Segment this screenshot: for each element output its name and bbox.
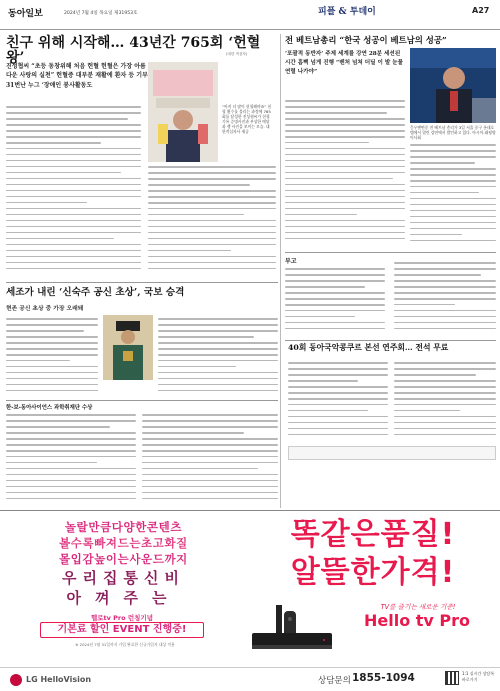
ad-promo-small: 헬로tv Pro 런칭기념: [91, 614, 153, 622]
vietnam-headline: 전 베트남총리 “한국 성공이 베트남의 성공”: [285, 35, 447, 45]
divider: [6, 282, 278, 283]
portrait-headline: 세조가 내린 ‘신숙주 공신 초상’, 국보 승격: [6, 287, 185, 298]
masthead: [0, 0, 500, 30]
qr-code-icon[interactable]: [445, 671, 459, 685]
settop-box-image: [248, 603, 338, 655]
obituary-body-col2: [394, 262, 496, 338]
vietnam-body-col1: [285, 100, 405, 250]
concert-headline: 40회 동아국악콩쿠르 본선 연주회… 전석 무료: [288, 343, 449, 352]
ad-tagline: TV를 즐기는 새로운 기준!: [380, 603, 456, 611]
ad-brand: LG HelloVision: [26, 675, 92, 684]
divider: [285, 252, 496, 253]
portrait-body-col1: [6, 318, 98, 398]
lead-headline: 친구 위해 시작해… 43년간 765회 ‘헌혈왕’: [6, 35, 261, 66]
column-divider: [280, 34, 281, 508]
sponsor-strip: [288, 446, 496, 460]
lead-photo: [148, 62, 218, 162]
portrait-subhead: 현존 공신 초상 중 가장 오래돼: [6, 306, 84, 312]
science-body-col2: [142, 414, 278, 506]
science-body-col1: [6, 414, 136, 506]
ad-headline-1: 똑같은품질!: [290, 517, 456, 552]
section-title: 피플 & 투데이: [318, 7, 376, 17]
portrait-photo: [103, 315, 153, 380]
lg-logo-icon: [10, 674, 22, 686]
ad-dot-row-2: 볼수록빠져드는초고화질: [59, 536, 188, 550]
page-number: A27: [472, 6, 490, 15]
ad-dot-row-4: 우리집통신비: [62, 569, 185, 587]
lead-byline: (대한 적십자): [226, 52, 248, 56]
ad-dot-row-1: 놀랄만큼다양한콘텐츠: [64, 520, 183, 534]
vietnam-caption: 응우옌떤중 전 베트남 총리가 3일 서울 중구 롯데호텔에서 열린 강연에서 발언하고 있다. 아시아-태평양 이사회: [410, 125, 496, 140]
vietnam-photo: [410, 48, 496, 123]
lead-photo-caption: “아직 더 많이 헌혈해야죠” 헌혈 횟수를 불리는 과정에 765회를 달성한 진성협씨가 헌혈기록 증명사진과 부상한 메달과 쟁 사진을 보이는 모습. 대한적십자사 제공: [222, 104, 272, 134]
ad-product-name: Hello tv Pro: [363, 611, 471, 630]
lead-intro: 진성협씨 “초등 동창위해 처음 헌혈 헌혈은 가장 아름다운 사랑의 실천” 헌혈증 대부분 재활에 환자 등 기부 31번난 누그 ‘장애인 봉사활동도: [6, 63, 148, 89]
science-title: 한-보-동아사이언스 과학취재단 수상: [6, 405, 93, 411]
advertisement[interactable]: [0, 510, 500, 691]
lead-body-col2: [148, 166, 276, 276]
obituary-title: 부고: [285, 258, 297, 265]
ad-phone-label: 상담문의: [318, 676, 351, 686]
obituary-body-col1: [285, 268, 385, 338]
ad-phone-number[interactable]: 1855-1094: [352, 672, 415, 684]
concert-body-col1: [288, 362, 388, 442]
ad-dot-row-5: 아껴주는: [66, 589, 181, 607]
vietnam-intro: ‘포괄적 동반자’ 주제 세계를 강연 28분 세션된 시간 흠뻑 넘게 진행 “벤처 넘쳐 더딜 이 발 눈물 연렬 나가야”: [285, 51, 404, 75]
newspaper-logo: 동아일보: [8, 9, 43, 19]
concert-body-col2: [394, 362, 496, 442]
ad-headline-2: 알뜰한가격!: [290, 555, 456, 590]
ad-fine-print: ※ 2024년 7월 31일까지 가입 완료한 신규가입자 대상 적용: [75, 642, 175, 647]
lead-body-col1: [6, 106, 141, 276]
issue-date: 2024년 7월 4일 목요일 제31953호: [64, 11, 138, 16]
ad-consult-link[interactable]: 1:1 실시간 상담톡 바로가기: [462, 671, 495, 682]
vietnam-body-col2: [410, 144, 496, 250]
divider: [6, 400, 278, 401]
ad-dot-row-3: 몰입감높이는사운드까지: [59, 552, 188, 566]
ad-event-banner[interactable]: 기본료 할인 EVENT 진행중!: [40, 622, 204, 638]
divider: [285, 340, 496, 341]
portrait-body-col2: [158, 318, 278, 398]
